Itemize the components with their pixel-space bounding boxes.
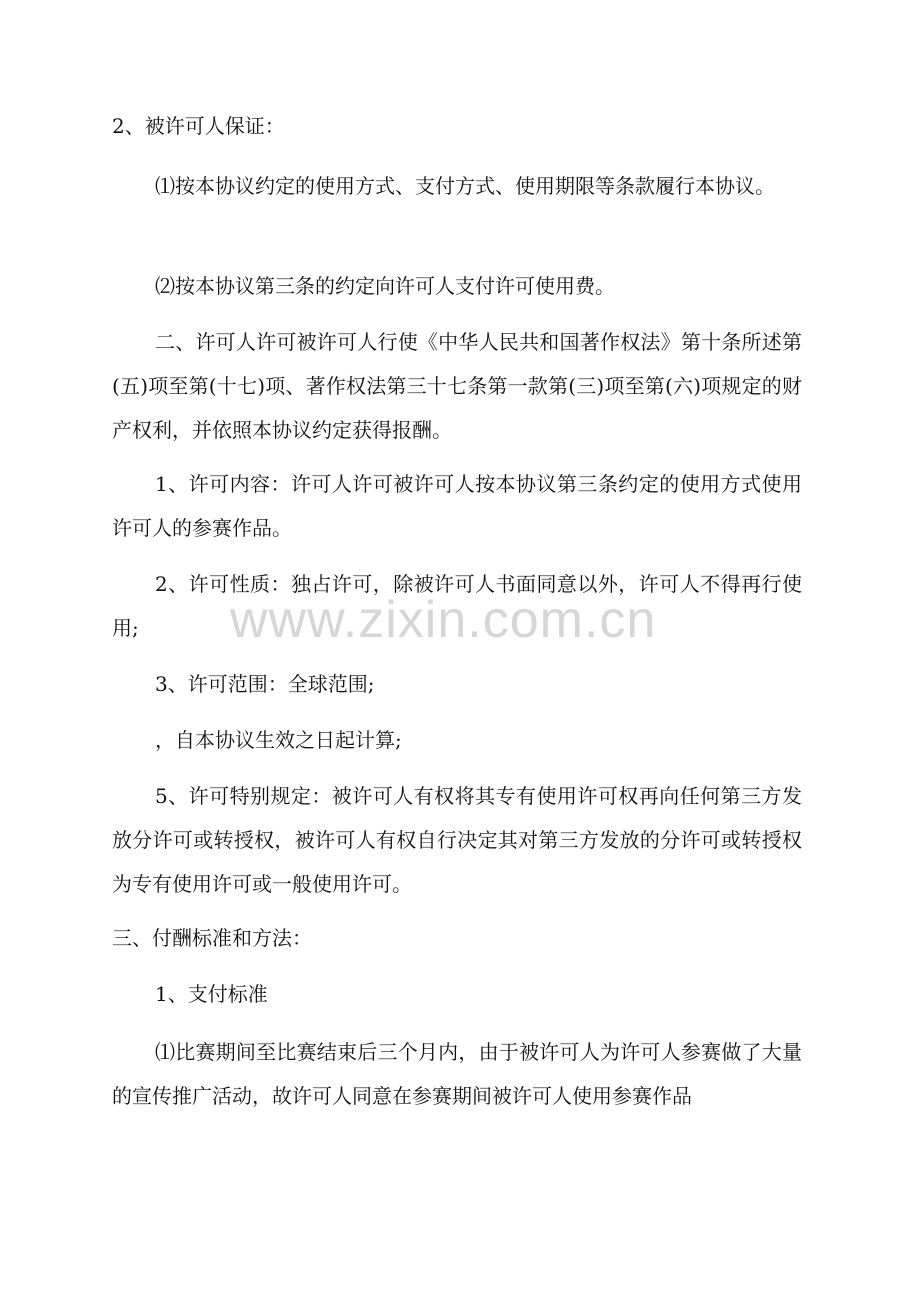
paragraph-guarantee-1: ⑴按本协议约定的使用方式、支付方式、使用期限等条款履行本协议。 xyxy=(155,174,775,198)
paragraph-guarantee-2: ⑵按本协议第三条的约定向许可人支付许可使用费。 xyxy=(155,274,615,298)
paragraph-license-content: 1、许可内容：许可人许可被许可人按本协议第三条约定的使用方式使用许可人的参赛作品。 xyxy=(112,472,802,540)
watermark: www.zixin.com.cn xyxy=(230,591,657,649)
paragraph-license-nature: 2、许可性质：独占许可，除被许可人书面同意以外，许可人不得再行使用; xyxy=(112,572,802,640)
paragraph-payment-standard-1: ⑴比赛期间至比赛结束后三个月内，由于被许可人为许可人参赛做了大量的宣传推广活动，故许可人同意在参赛期间被许可人使用参赛作品 xyxy=(112,1040,802,1108)
paragraph-section-two: 二、许可人许可被许可人行使《中华人民共和国著作权法》第十条所述第(五)项至第(十七)项、著作权法第三十七条第一款第(三)项至第(六)项规定的财产权利，并依照本协议约定获得报酬。 xyxy=(112,330,802,442)
paragraph-license-scope: 3、许可范围：全球范围; xyxy=(155,672,375,696)
paragraph-license-term: ，自本协议生效之日起计算; xyxy=(155,728,402,752)
paragraph-payment-standard: 1、支付标准 xyxy=(155,982,268,1006)
paragraph-guarantee-heading: 2、被许可人保证： xyxy=(112,114,285,138)
paragraph-section-three: 三、付酬标准和方法： xyxy=(112,926,312,950)
paragraph-special-provisions: 5、许可特别规定：被许可人有权将其专有使用许可权再向任何第三方发放分许可或转授权，被许可人有权自行决定其对第三方发放的分许可或转授权为专有使用许可或一般使用许可。 xyxy=(112,784,802,896)
